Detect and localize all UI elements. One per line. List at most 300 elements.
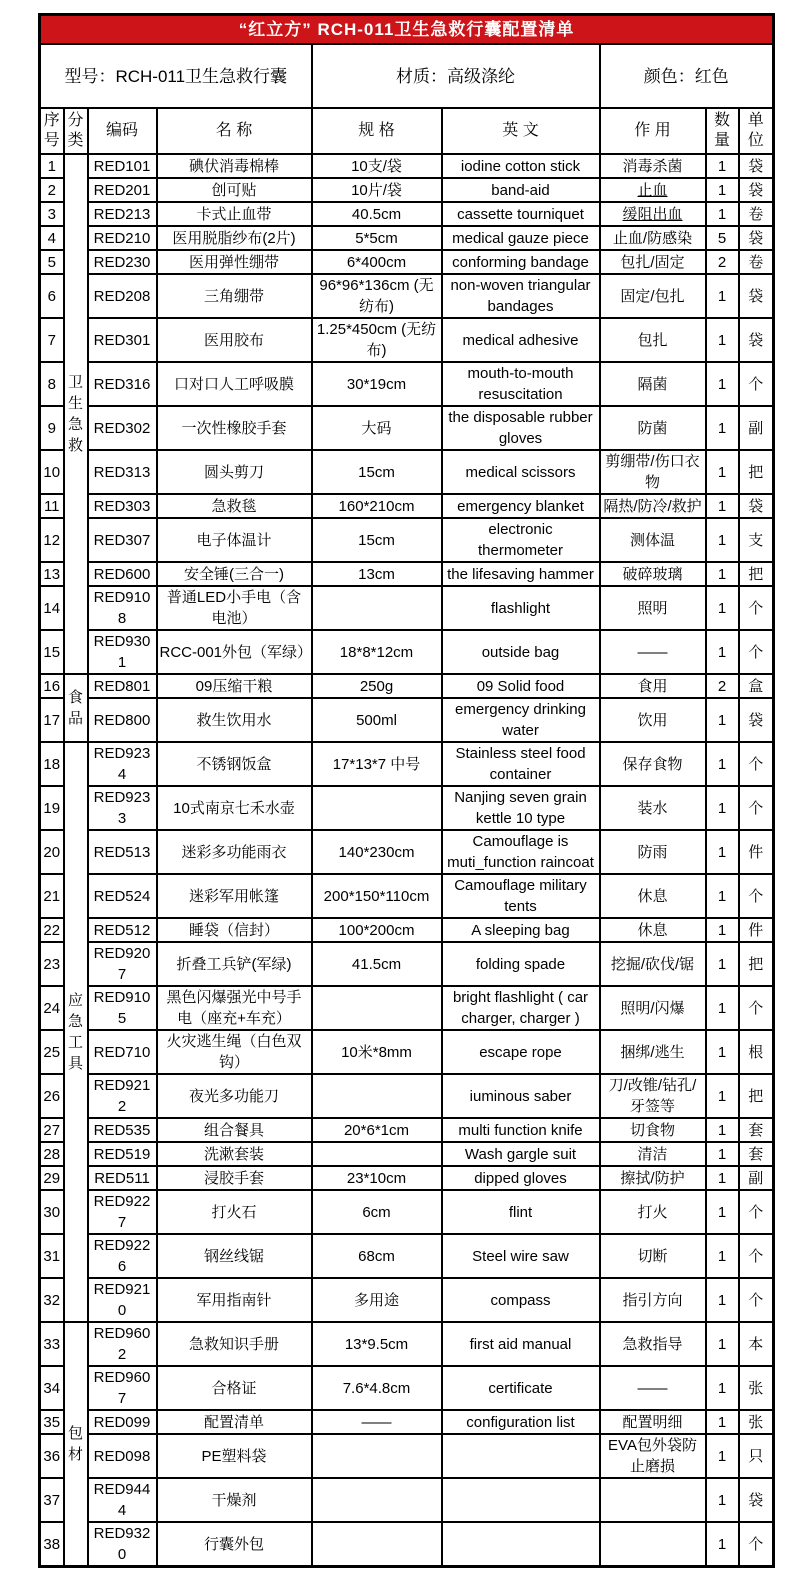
table-row: [40, 786, 774, 830]
english-cell: Camouflage military tents: [442, 874, 600, 918]
quantity-cell: 1: [706, 1478, 739, 1522]
name-cell: 口对口人工呼吸膜: [157, 362, 312, 406]
code-cell: RED513: [88, 830, 157, 874]
row-number-cell: 4: [40, 226, 64, 250]
function-cell: 配置明细: [600, 1410, 706, 1434]
function-cell: 固定/包扎: [600, 274, 706, 318]
info-row: [40, 44, 774, 108]
table-row: [40, 250, 774, 274]
english-cell: emergency drinking water: [442, 698, 600, 742]
name-cell: 急救知识手册: [157, 1322, 312, 1366]
english-cell: [442, 1478, 600, 1522]
row-number-cell: 27: [40, 1118, 64, 1142]
function-cell: 捆绑/逃生: [600, 1030, 706, 1074]
spec-cell: 18*8*12cm: [312, 630, 442, 674]
english-cell: the lifesaving hammer: [442, 562, 600, 586]
code-cell: RED9234: [88, 742, 157, 786]
table-row: [40, 362, 774, 406]
code-cell: RED9210: [88, 1278, 157, 1322]
table-row: [40, 918, 774, 942]
row-number-cell: 26: [40, 1074, 64, 1118]
spec-cell: 30*19cm: [312, 362, 442, 406]
code-cell: RED210: [88, 226, 157, 250]
row-number-cell: 30: [40, 1190, 64, 1234]
unit-cell: 把: [739, 1074, 774, 1118]
code-cell: RED9444: [88, 1478, 157, 1522]
quantity-cell: 1: [706, 1434, 739, 1478]
unit-cell: 张: [739, 1410, 774, 1434]
code-cell: RED9212: [88, 1074, 157, 1118]
english-cell: flint: [442, 1190, 600, 1234]
english-cell: mouth-to-mouth resuscitation: [442, 362, 600, 406]
code-cell: RED800: [88, 698, 157, 742]
unit-cell: 袋: [739, 1478, 774, 1522]
quantity-cell: 1: [706, 586, 739, 630]
col-header-category: 分类: [64, 108, 88, 154]
table-row: [40, 274, 774, 318]
function-cell: 消毒杀菌: [600, 154, 706, 178]
function-cell: 包扎: [600, 318, 706, 362]
function-cell: 食用: [600, 674, 706, 698]
table-row: [40, 1522, 774, 1567]
function-cell: 切食物: [600, 1118, 706, 1142]
unit-cell: 副: [739, 406, 774, 450]
spec-cell: [312, 1434, 442, 1478]
spec-cell: [312, 586, 442, 630]
name-cell: 行囊外包: [157, 1522, 312, 1567]
unit-cell: 袋: [739, 698, 774, 742]
code-cell: RED512: [88, 918, 157, 942]
table-body: [40, 154, 774, 1567]
code-cell: RED302: [88, 406, 157, 450]
code-cell: RED213: [88, 202, 157, 226]
quantity-cell: 1: [706, 1118, 739, 1142]
function-cell: 擦拭/防护: [600, 1166, 706, 1190]
page-title: “红立方” RCH-011卫生急救行囊配置清单: [40, 15, 774, 45]
english-cell: [442, 1522, 600, 1567]
quantity-cell: 1: [706, 1190, 739, 1234]
spec-cell: 17*13*7 中号: [312, 742, 442, 786]
table-row: [40, 318, 774, 362]
title-row: [40, 15, 774, 45]
code-cell: RED9108: [88, 586, 157, 630]
spec-cell: 41.5cm: [312, 942, 442, 986]
spec-cell: [312, 1478, 442, 1522]
quantity-cell: 1: [706, 1278, 739, 1322]
name-cell: 组合餐具: [157, 1118, 312, 1142]
quantity-cell: 1: [706, 274, 739, 318]
spec-cell: [312, 1142, 442, 1166]
quantity-cell: 1: [706, 1322, 739, 1366]
unit-cell: 袋: [739, 494, 774, 518]
category-cell: 应急工具: [64, 742, 88, 1322]
name-cell: 09压缩干粮: [157, 674, 312, 698]
function-cell: ——: [600, 630, 706, 674]
col-header-name: 名 称: [157, 108, 312, 154]
unit-cell: 只: [739, 1434, 774, 1478]
row-number-cell: 19: [40, 786, 64, 830]
code-cell: RED9227: [88, 1190, 157, 1234]
function-cell: EVA包外袋防止磨损: [600, 1434, 706, 1478]
name-cell: 创可贴: [157, 178, 312, 202]
name-cell: 配置清单: [157, 1410, 312, 1434]
quantity-cell: 1: [706, 562, 739, 586]
row-number-cell: 9: [40, 406, 64, 450]
spec-cell: 500ml: [312, 698, 442, 742]
name-cell: 合格证: [157, 1366, 312, 1410]
code-cell: RED313: [88, 450, 157, 494]
table-row: [40, 1074, 774, 1118]
function-cell: 止血: [600, 178, 706, 202]
spec-cell: 13cm: [312, 562, 442, 586]
code-cell: RED9301: [88, 630, 157, 674]
code-cell: RED9105: [88, 986, 157, 1030]
row-number-cell: 10: [40, 450, 64, 494]
function-cell: 隔热/防冷/救护: [600, 494, 706, 518]
unit-cell: 个: [739, 1278, 774, 1322]
english-cell: [442, 1434, 600, 1478]
table-row: [40, 698, 774, 742]
unit-cell: 个: [739, 742, 774, 786]
code-cell: RED303: [88, 494, 157, 518]
spec-cell: 5*5cm: [312, 226, 442, 250]
quantity-cell: 1: [706, 154, 739, 178]
unit-cell: 个: [739, 630, 774, 674]
spec-cell: 10片/袋: [312, 178, 442, 202]
quantity-cell: 1: [706, 830, 739, 874]
row-number-cell: 6: [40, 274, 64, 318]
name-cell: 浸胶手套: [157, 1166, 312, 1190]
row-number-cell: 1: [40, 154, 64, 178]
quantity-cell: 1: [706, 494, 739, 518]
unit-cell: 个: [739, 1234, 774, 1278]
color-cell: 颜色：红色: [600, 44, 774, 108]
function-cell: [600, 1478, 706, 1522]
english-cell: dipped gloves: [442, 1166, 600, 1190]
quantity-cell: 1: [706, 742, 739, 786]
function-cell: 挖掘/砍伐/锯: [600, 942, 706, 986]
row-number-cell: 8: [40, 362, 64, 406]
code-cell: RED230: [88, 250, 157, 274]
name-cell: 折叠工兵铲(军绿): [157, 942, 312, 986]
row-number-cell: 7: [40, 318, 64, 362]
col-header-english: 英 文: [442, 108, 600, 154]
spec-cell: 20*6*1cm: [312, 1118, 442, 1142]
quantity-cell: 1: [706, 874, 739, 918]
name-cell: PE塑料袋: [157, 1434, 312, 1478]
code-cell: RED801: [88, 674, 157, 698]
name-cell: 洗漱套装: [157, 1142, 312, 1166]
code-cell: RED9320: [88, 1522, 157, 1567]
table-row: [40, 178, 774, 202]
english-cell: medical adhesive: [442, 318, 600, 362]
code-cell: RED9233: [88, 786, 157, 830]
english-cell: 09 Solid food: [442, 674, 600, 698]
code-cell: RED307: [88, 518, 157, 562]
table-row: [40, 942, 774, 986]
function-cell: 破碎玻璃: [600, 562, 706, 586]
function-cell: 包扎/固定: [600, 250, 706, 274]
table-row: [40, 1434, 774, 1478]
row-number-cell: 2: [40, 178, 64, 202]
name-cell: 睡袋（信封）: [157, 918, 312, 942]
column-header-row: [40, 108, 774, 154]
name-cell: 迷彩多功能雨衣: [157, 830, 312, 874]
row-number-cell: 18: [40, 742, 64, 786]
spec-cell: [312, 1522, 442, 1567]
row-number-cell: 32: [40, 1278, 64, 1322]
row-number-cell: 23: [40, 942, 64, 986]
function-cell: 装水: [600, 786, 706, 830]
table-row: [40, 830, 774, 874]
quantity-cell: 1: [706, 1166, 739, 1190]
function-cell: 防雨: [600, 830, 706, 874]
row-number-cell: 22: [40, 918, 64, 942]
spec-cell: 7.6*4.8cm: [312, 1366, 442, 1410]
code-cell: RED524: [88, 874, 157, 918]
unit-cell: 个: [739, 586, 774, 630]
english-cell: escape rope: [442, 1030, 600, 1074]
function-cell: 隔菌: [600, 362, 706, 406]
quantity-cell: 1: [706, 518, 739, 562]
unit-cell: 袋: [739, 274, 774, 318]
spec-cell: 40.5cm: [312, 202, 442, 226]
quantity-cell: 1: [706, 786, 739, 830]
name-cell: 碘伏消毒棉棒: [157, 154, 312, 178]
spec-cell: 100*200cm: [312, 918, 442, 942]
table-row: [40, 1190, 774, 1234]
function-cell: ——: [600, 1366, 706, 1410]
row-number-cell: 36: [40, 1434, 64, 1478]
unit-cell: 个: [739, 1190, 774, 1234]
row-number-cell: 38: [40, 1522, 64, 1567]
unit-cell: 张: [739, 1366, 774, 1410]
table-row: [40, 1118, 774, 1142]
category-cell: 卫生急救: [64, 154, 88, 674]
unit-cell: 支: [739, 518, 774, 562]
table-row: [40, 742, 774, 786]
table-row: [40, 674, 774, 698]
category-cell: 包材: [64, 1322, 88, 1567]
name-cell: 干燥剂: [157, 1478, 312, 1522]
row-number-cell: 35: [40, 1410, 64, 1434]
name-cell: 迷彩军用帐篷: [157, 874, 312, 918]
function-cell: 剪绷带/伤口衣物: [600, 450, 706, 494]
unit-cell: 本: [739, 1322, 774, 1366]
name-cell: 安全锤(三合一): [157, 562, 312, 586]
unit-cell: 件: [739, 830, 774, 874]
row-number-cell: 37: [40, 1478, 64, 1522]
code-cell: RED316: [88, 362, 157, 406]
function-cell: 刀/改锥/钻孔/牙签等: [600, 1074, 706, 1118]
english-cell: compass: [442, 1278, 600, 1322]
row-number-cell: 5: [40, 250, 64, 274]
table-row: [40, 586, 774, 630]
spec-cell: 200*150*110cm: [312, 874, 442, 918]
english-cell: iodine cotton stick: [442, 154, 600, 178]
function-cell: 急救指导: [600, 1322, 706, 1366]
unit-cell: 袋: [739, 318, 774, 362]
code-cell: RED511: [88, 1166, 157, 1190]
table-row: [40, 562, 774, 586]
unit-cell: 副: [739, 1166, 774, 1190]
row-number-cell: 13: [40, 562, 64, 586]
english-cell: configuration list: [442, 1410, 600, 1434]
row-number-cell: 3: [40, 202, 64, 226]
name-cell: 夜光多功能刀: [157, 1074, 312, 1118]
col-header-unit: 单位: [739, 108, 774, 154]
table-row: [40, 986, 774, 1030]
english-cell: Nanjing seven grain kettle 10 type: [442, 786, 600, 830]
unit-cell: 个: [739, 786, 774, 830]
table-row: [40, 1478, 774, 1522]
code-cell: RED710: [88, 1030, 157, 1074]
function-cell: 清洁: [600, 1142, 706, 1166]
spec-cell: 6cm: [312, 1190, 442, 1234]
spec-cell: 96*96*136cm (无纺布): [312, 274, 442, 318]
english-cell: A sleeping bag: [442, 918, 600, 942]
name-cell: 黑色闪爆强光中号手电（座充+车充）: [157, 986, 312, 1030]
english-cell: electronic thermometer: [442, 518, 600, 562]
row-number-cell: 34: [40, 1366, 64, 1410]
unit-cell: 把: [739, 562, 774, 586]
row-number-cell: 31: [40, 1234, 64, 1278]
name-cell: 钢丝线锯: [157, 1234, 312, 1278]
row-number-cell: 17: [40, 698, 64, 742]
unit-cell: 个: [739, 1522, 774, 1567]
code-cell: RED099: [88, 1410, 157, 1434]
row-number-cell: 25: [40, 1030, 64, 1074]
table-row: [40, 226, 774, 250]
name-cell: 医用胶布: [157, 318, 312, 362]
spec-cell: 1.25*450cm (无纺布): [312, 318, 442, 362]
name-cell: 打火石: [157, 1190, 312, 1234]
quantity-cell: 1: [706, 698, 739, 742]
table-row: [40, 406, 774, 450]
unit-cell: 卷: [739, 202, 774, 226]
code-cell: RED301: [88, 318, 157, 362]
function-cell: 测体温: [600, 518, 706, 562]
quantity-cell: 1: [706, 450, 739, 494]
spec-cell: 6*400cm: [312, 250, 442, 274]
spec-cell: [312, 786, 442, 830]
spec-cell: 23*10cm: [312, 1166, 442, 1190]
name-cell: 不锈钢饭盒: [157, 742, 312, 786]
quantity-cell: 1: [706, 1522, 739, 1567]
unit-cell: 把: [739, 942, 774, 986]
quantity-cell: 2: [706, 674, 739, 698]
row-number-cell: 24: [40, 986, 64, 1030]
name-cell: 急救毯: [157, 494, 312, 518]
english-cell: Wash gargle suit: [442, 1142, 600, 1166]
spec-cell: 大码: [312, 406, 442, 450]
code-cell: RED9207: [88, 942, 157, 986]
spec-cell: ——: [312, 1410, 442, 1434]
code-cell: RED9226: [88, 1234, 157, 1278]
unit-cell: 件: [739, 918, 774, 942]
unit-cell: 盒: [739, 674, 774, 698]
function-cell: 保存食物: [600, 742, 706, 786]
col-header-index: 序号: [40, 108, 64, 154]
row-number-cell: 15: [40, 630, 64, 674]
name-cell: 救生饮用水: [157, 698, 312, 742]
code-cell: RED098: [88, 1434, 157, 1478]
unit-cell: 套: [739, 1118, 774, 1142]
col-header-quantity: 数量: [706, 108, 739, 154]
english-cell: the disposable rubber gloves: [442, 406, 600, 450]
english-cell: Stainless steel food container: [442, 742, 600, 786]
table-row: [40, 154, 774, 178]
quantity-cell: 1: [706, 1142, 739, 1166]
model-cell: 型号：RCH-011卫生急救行囊: [40, 44, 312, 108]
name-cell: 一次性橡胶手套: [157, 406, 312, 450]
english-cell: band-aid: [442, 178, 600, 202]
spec-cell: 15cm: [312, 450, 442, 494]
english-cell: folding spade: [442, 942, 600, 986]
quantity-cell: 1: [706, 1074, 739, 1118]
name-cell: 医用脱脂纱布(2片): [157, 226, 312, 250]
table-row: [40, 494, 774, 518]
function-cell: 打火: [600, 1190, 706, 1234]
code-cell: RED600: [88, 562, 157, 586]
function-cell: 饮用: [600, 698, 706, 742]
quantity-cell: 1: [706, 362, 739, 406]
quantity-cell: 1: [706, 1234, 739, 1278]
quantity-cell: 2: [706, 250, 739, 274]
english-cell: flashlight: [442, 586, 600, 630]
english-cell: first aid manual: [442, 1322, 600, 1366]
unit-cell: 个: [739, 874, 774, 918]
quantity-cell: 1: [706, 318, 739, 362]
row-number-cell: 28: [40, 1142, 64, 1166]
code-cell: RED201: [88, 178, 157, 202]
code-cell: RED208: [88, 274, 157, 318]
table-row: [40, 202, 774, 226]
name-cell: 10式南京七禾水壶: [157, 786, 312, 830]
name-cell: 电子体温计: [157, 518, 312, 562]
spec-cell: 多用途: [312, 1278, 442, 1322]
code-cell: RED9602: [88, 1322, 157, 1366]
name-cell: 火灾逃生绳（白色双钩）: [157, 1030, 312, 1074]
name-cell: 三角绷带: [157, 274, 312, 318]
english-cell: certificate: [442, 1366, 600, 1410]
spec-cell: 15cm: [312, 518, 442, 562]
code-cell: RED519: [88, 1142, 157, 1166]
code-cell: RED9607: [88, 1366, 157, 1410]
function-cell: 缓阻出血: [600, 202, 706, 226]
row-number-cell: 29: [40, 1166, 64, 1190]
col-header-spec: 规 格: [312, 108, 442, 154]
spec-cell: 10米*8mm: [312, 1030, 442, 1074]
table-row: [40, 1366, 774, 1410]
col-header-code: 编码: [88, 108, 157, 154]
category-cell: 食品: [64, 674, 88, 742]
spec-cell: 250g: [312, 674, 442, 698]
spec-cell: 140*230cm: [312, 830, 442, 874]
table-row: [40, 518, 774, 562]
code-cell: RED535: [88, 1118, 157, 1142]
quantity-cell: 1: [706, 942, 739, 986]
name-cell: 军用指南针: [157, 1278, 312, 1322]
spec-cell: 160*210cm: [312, 494, 442, 518]
spec-cell: [312, 986, 442, 1030]
table-row: [40, 450, 774, 494]
code-cell: RED101: [88, 154, 157, 178]
unit-cell: 个: [739, 362, 774, 406]
english-cell: cassette tourniquet: [442, 202, 600, 226]
unit-cell: 个: [739, 986, 774, 1030]
table-row: [40, 874, 774, 918]
